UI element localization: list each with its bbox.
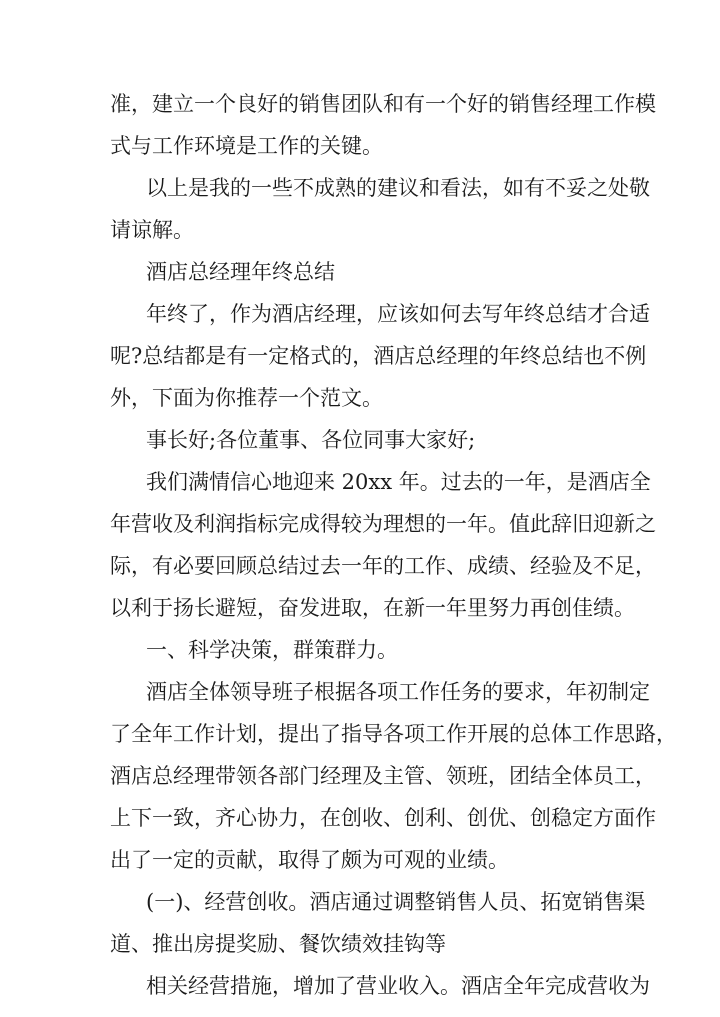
text-line: 以上是我的一些不成熟的建议和看法，如有不妥之处敬	[146, 176, 650, 200]
text-line: 酒店总经理带领各部门经理及主管、领班，团结全体员工，	[110, 764, 656, 788]
text-line: 出了一定的贡献，取得了颇为可观的业绩。	[110, 848, 509, 872]
text-line: 相关经营措施，增加了营业收入。酒店全年完成营收为	[146, 974, 650, 998]
text-line: 道、推出房提奖励、餐饮绩效挂钩等	[110, 932, 446, 956]
text-line: 式与工作环境是工作的关键。	[110, 134, 383, 158]
text-line: 呢?总结都是有一定格式的，酒店总经理的年终总结也不例	[110, 344, 647, 368]
text-line: 我们满情信心地迎来 20xx 年。过去的一年，是酒店全	[146, 470, 651, 494]
text-line: (一)、经营创收。酒店通过调整销售人员、拓宽销售渠	[146, 890, 646, 914]
text-line: 请谅解。	[110, 218, 194, 242]
text-line: 事长好;各位董事、各位同事大家好;	[146, 428, 476, 452]
section-heading: 一、科学决策，群策群力。	[146, 638, 398, 662]
text-line: 了全年工作计划，提出了指导各项工作开展的总体工作思路，	[110, 722, 677, 746]
text-line: 际，有必要回顾总结过去一年的工作、成绩、经验及不足，	[110, 554, 656, 578]
text-line: 以利于扬长避短，奋发进取，在新一年里努力再创佳绩。	[110, 596, 635, 620]
text-line: 年营收及利润指标完成得较为理想的一年。值此辞旧迎新之	[110, 512, 656, 536]
text-line: 年终了，作为酒店经理，应该如何去写年终总结才合适	[146, 302, 650, 326]
text-line: 酒店全体领导班子根据各项工作任务的要求，年初制定	[146, 680, 650, 704]
section-heading: 酒店总经理年终总结	[146, 260, 335, 284]
text-line: 外，下面为你推荐一个范文。	[110, 386, 383, 410]
text-line: 上下一致，齐心协力，在创收、创利、创优、创稳定方面作	[110, 806, 656, 830]
text-line: 准，建立一个良好的销售团队和有一个好的销售经理工作模	[110, 92, 656, 116]
